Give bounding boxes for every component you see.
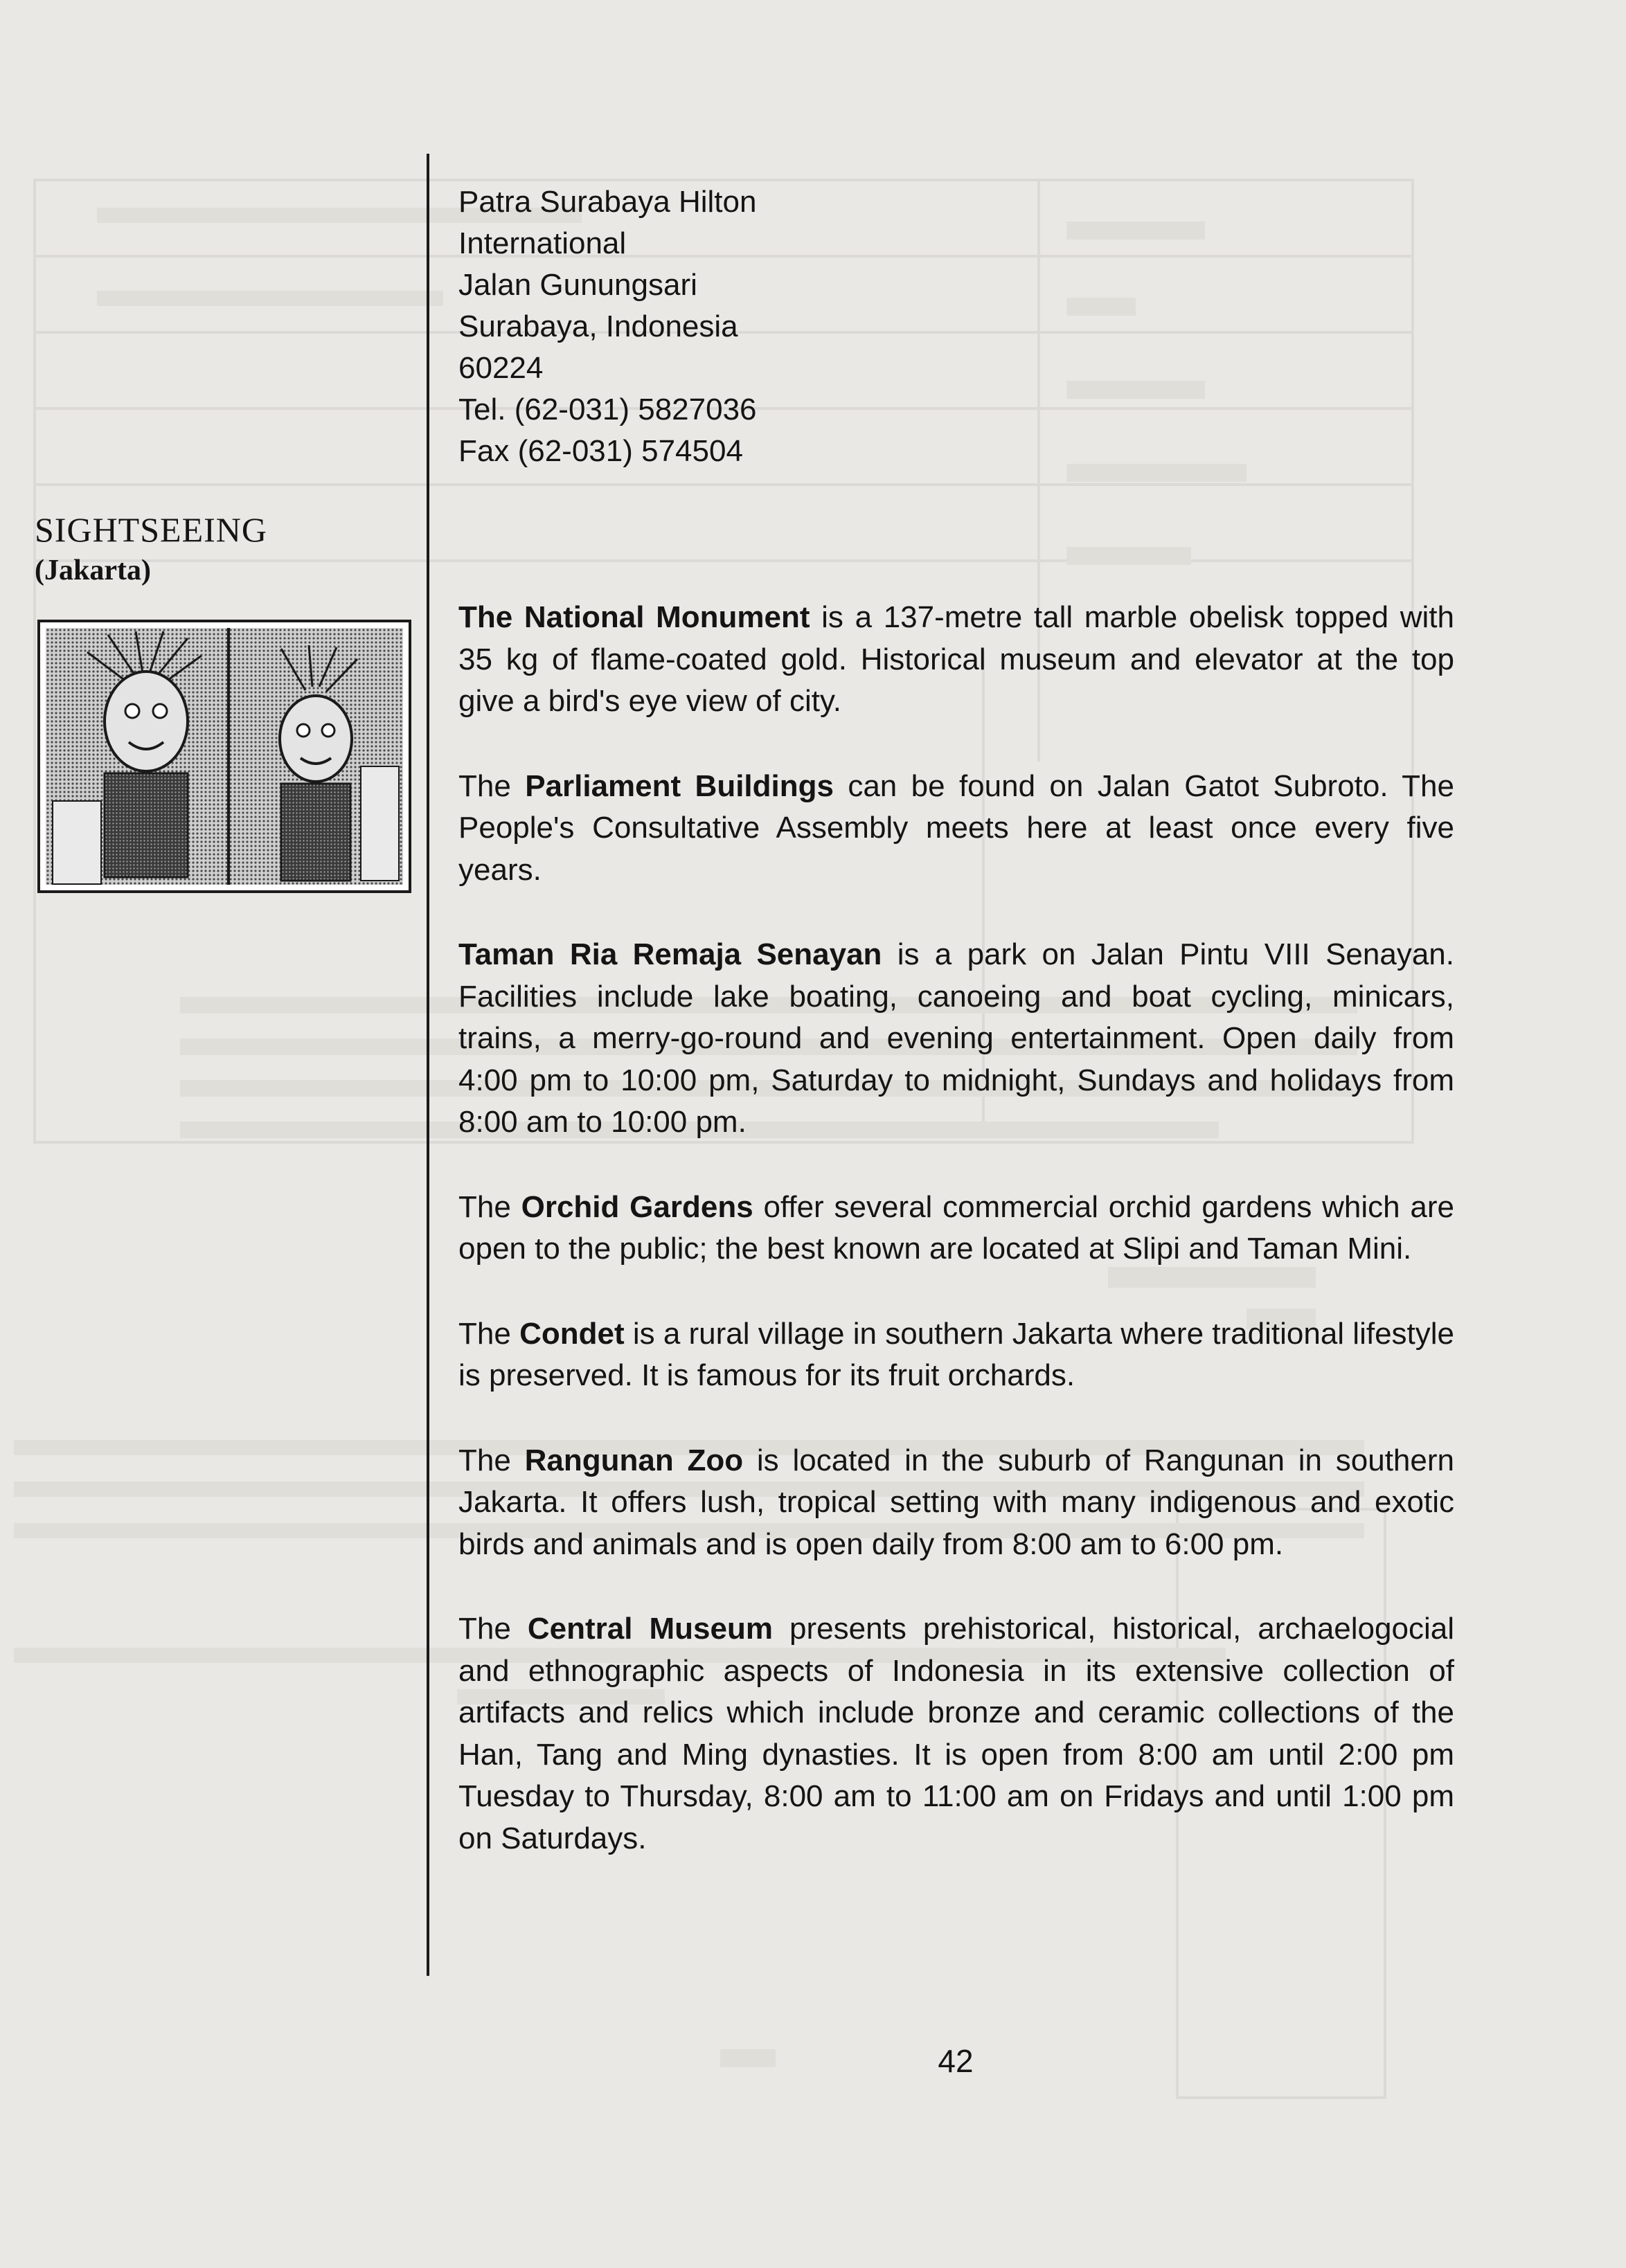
attraction-name: Parliament Buildings	[525, 768, 834, 803]
section-subheading: (Jakarta)	[35, 555, 151, 586]
address-line-city: Surabaya, Indonesia	[458, 309, 738, 343]
carved-figures-photo-icon	[46, 628, 403, 885]
attraction-name: The National Monument	[458, 600, 810, 634]
attraction-condet: The Condet is a rural village in southern Jakarta where traditional lifestyle is preserved. It is famous for its fruit orchards.	[458, 1316, 1455, 1392]
address-line-hotel-cont: International	[458, 226, 627, 260]
attraction-rangunan-zoo: The Rangunan Zoo is located in the suburb of Rangunan in southern Jakarta. It offers lush, tropical setting with many indigenous and exotic birds and animals and is open daily from 8:00 am to 6:00 pm.	[458, 1443, 1454, 1561]
attractions-list	[458, 597, 1454, 1902]
attraction-national-monument: The National Monument is a 137-metre tall marble obelisk topped with 35 kg of flame-coated gold. Historical museum and elevator at the top give a bird's eye view of city.	[458, 600, 1454, 718]
address-line-telephone: Tel. (62-031) 5827036	[458, 393, 757, 426]
attraction-name: Central Museum	[527, 1612, 773, 1646]
attraction-orchid-gardens: The Orchid Gardens offer several commercial orchid gardens which are open to the public; the best known are located at Slipi and Taman Mini.	[458, 1189, 1455, 1266]
hotel-address-block	[458, 181, 985, 472]
address-line-postcode: 60224	[458, 351, 544, 385]
address-line-fax: Fax (62-031) 574504	[458, 434, 743, 468]
page-number: 42	[938, 2043, 974, 2079]
attraction-name: Rangunan Zoo	[524, 1443, 744, 1477]
attraction-name: Taman Ria Remaja Senayan	[458, 937, 882, 971]
attraction-taman-ria-remaja-senayan: Taman Ria Remaja Senayan is a park on Jalan Pintu VIII Senayan. Facilities include lake boating, canoeing and boat cycling, minicars, trains, a merry-go-round and evening entertainment. Open daily from 4:00 pm to 10:00 pm, Saturday to midnight, Sundays and holidays from 8:00 am to 10:00 pm.	[458, 937, 1454, 1139]
sightseeing-photo	[37, 620, 411, 893]
attraction-central-museum: The Central Museum presents prehistorical, historical, archaelogocial and ethnographic aspects of Indonesia in its extensive collection of artifacts and relics which include bronze and ceramic collections of the Han, Tang and Ming dynasties. It is open from 8:00 am until 2:00 pm Tuesday to Thursday, 8:00 am to 11:00 am on Fridays and until 1:00 pm on Saturdays.	[458, 1612, 1454, 1855]
address-line-street: Jalan Gunungsari	[458, 268, 697, 302]
attraction-parliament-buildings: The Parliament Buildings can be found on Jalan Gatot Subroto. The People's Consultative Assembly meets here at least once every five years.	[458, 768, 1454, 887]
column-divider	[427, 154, 429, 1976]
section-heading: SIGHTSEEING	[35, 510, 267, 549]
attraction-name: Orchid Gardens	[521, 1189, 753, 1224]
attraction-name: Condet	[519, 1316, 625, 1351]
address-line-hotel: Patra Surabaya Hilton	[458, 185, 757, 219]
